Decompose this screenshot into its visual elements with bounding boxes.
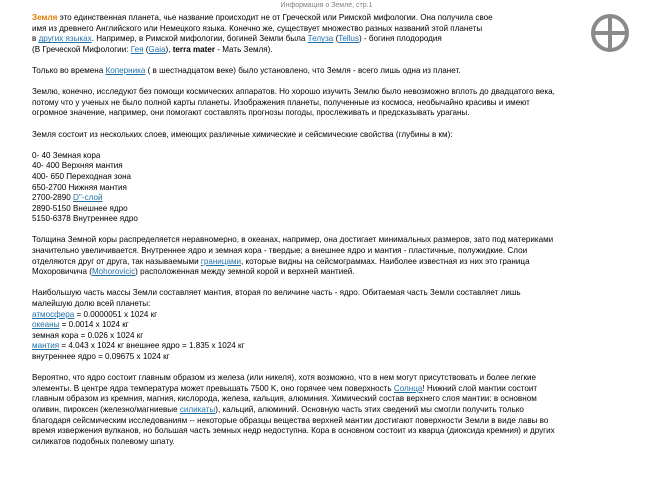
article-body (32, 13, 580, 458)
link-d-layer[interactable]: D''-слой (72, 193, 103, 203)
link-gaia[interactable]: Gaia (148, 44, 166, 54)
list-item: 2890-5150 Внешнее ядро (32, 203, 128, 213)
link-gaia-ru[interactable]: Гея (130, 44, 144, 54)
paragraph-crust: Толщина Земной коры распределяется неравномерно, в океанах, например, она достигает минимальных размеров, зато под материками значительно увеличивается. Внутреннее ядро и земная кора - твердые; а внешнее ядро и мантия - пластичные, полужидкие. Слои отделяются друг от друга, так называемыми границами, которые видны на сейсмограммах. Наиболее известная из них это граница Мохоровичича (Mohorovicic) расположенная между земной корой и верхней мантией. (32, 235, 554, 277)
link-copernicus[interactable]: Коперника (105, 65, 146, 75)
link-other-languages[interactable]: других языках (38, 34, 92, 44)
paragraph-core: Вероятно, что ядро состоит главным образом из железа (или никеля), хотя возможно, что в нем могут присутствовать и более легкие элементы. В центре ядра температура может превышать 7500 K, оно горячее чем поверхность Солнца! Нижний слой мантии состоит главным образом из кремния, магния, кислорода, железа, кальция, алюминия. Химический состав верхнего слоя мантии: в основном оливин, пироксен (железно/магниевые силикаты), кальций, алюминий. Основную часть этих сведений мы смогли получить только благодаря сейсмическим исследованиям -- некоторые образцы вещества верхней мантии достигают поверхности Земли в виде лавы во время извержения вулканов, но большая часть земных недр недоступна. Кора в основном состоит из кварца (диоксида кремния) и других силикатов подобных полевому шпату. (32, 373, 555, 446)
link-tellus-ru[interactable]: Телуза (307, 34, 334, 44)
link-mohorovicic[interactable]: Mohorovicic (91, 267, 136, 277)
paragraph-layers-intro: Земля состоит из нескольких слоев, имеющих различные химические и сейсмические свойства (глубины в км): (32, 129, 453, 139)
link-atmosphere[interactable]: атмосфера (32, 309, 75, 319)
list-item: 2700-2890 (32, 193, 73, 203)
term-earth: Земля (32, 13, 58, 22)
link-silicates[interactable]: силикаты (179, 404, 216, 414)
link-boundaries[interactable]: границами (200, 256, 242, 266)
link-oceans[interactable]: океаны (32, 320, 60, 330)
paragraph-mass: Наибольшую часть массы Земли составляет мантия, вторая по величине часть - ядро. Обитаемая часть Земли составляет лишь малейшую долю всей планеты: атмосфера = 0.0000051 x 1024 кг океаны = 0.0014 x 1024 кг земная кора = 0.026 x 1024 кг мантия = 4.043 x 1024 кг внешнее ядро = 1.835 x 1024 кг внутреннее ядро = 0.09675 x 1024 кг (32, 288, 521, 361)
list-item: 400- 650 Переходная зона (32, 171, 132, 181)
paragraph-exploration: Землю, конечно, исследуют без помощи космических аппаратов. Но хорошо изучить Землю было невозможно вплоть до двадцатого века, потому что у ученых не было полной карты планеты. Изображения планеты, полученные из космоса, необычайно красивы и имеют огромное значение, например, они помогают составлять прогнозы погоды, прослеживать и предсказывать ураганы. (32, 87, 555, 118)
page-header: Информация о Земле, стр.1 (280, 2, 373, 9)
link-sun[interactable]: Солнца (393, 383, 423, 393)
link-mantle[interactable]: мантия (32, 341, 60, 351)
paragraph-copernicus: Только во времена Коперника ( в шестнадцатом веке) было установлено, что Земля - всего лишь одна из планет. (32, 65, 461, 75)
list-item: 5150-6378 Внутреннее ядро (32, 214, 138, 224)
terra-mater: terra mater (172, 44, 216, 54)
layers-list (32, 151, 580, 225)
paragraph-intro: Земля это единственная планета, чье название происходит не от Греческой или Римской мифологии. Она получила свое имя из древнего Английского или Немецкого языка. Конечно же, существует множество разных названий этой планеты в других языках. Например, в Римской мифологии, богиней Земли была Телуза (Tellus) - богиня плодородия (В Греческой Мифологии: Гея (Gaia), terra mater - Мать Земля). (32, 13, 493, 54)
earth-symbol-icon (589, 12, 631, 54)
list-item: 40- 400 Верхняя мантия (32, 161, 123, 171)
list-item: 650-2700 Нижняя мантия (32, 182, 127, 192)
list-item: 0- 40 Земная кора (32, 150, 101, 160)
link-tellus[interactable]: Tellus (338, 34, 359, 44)
